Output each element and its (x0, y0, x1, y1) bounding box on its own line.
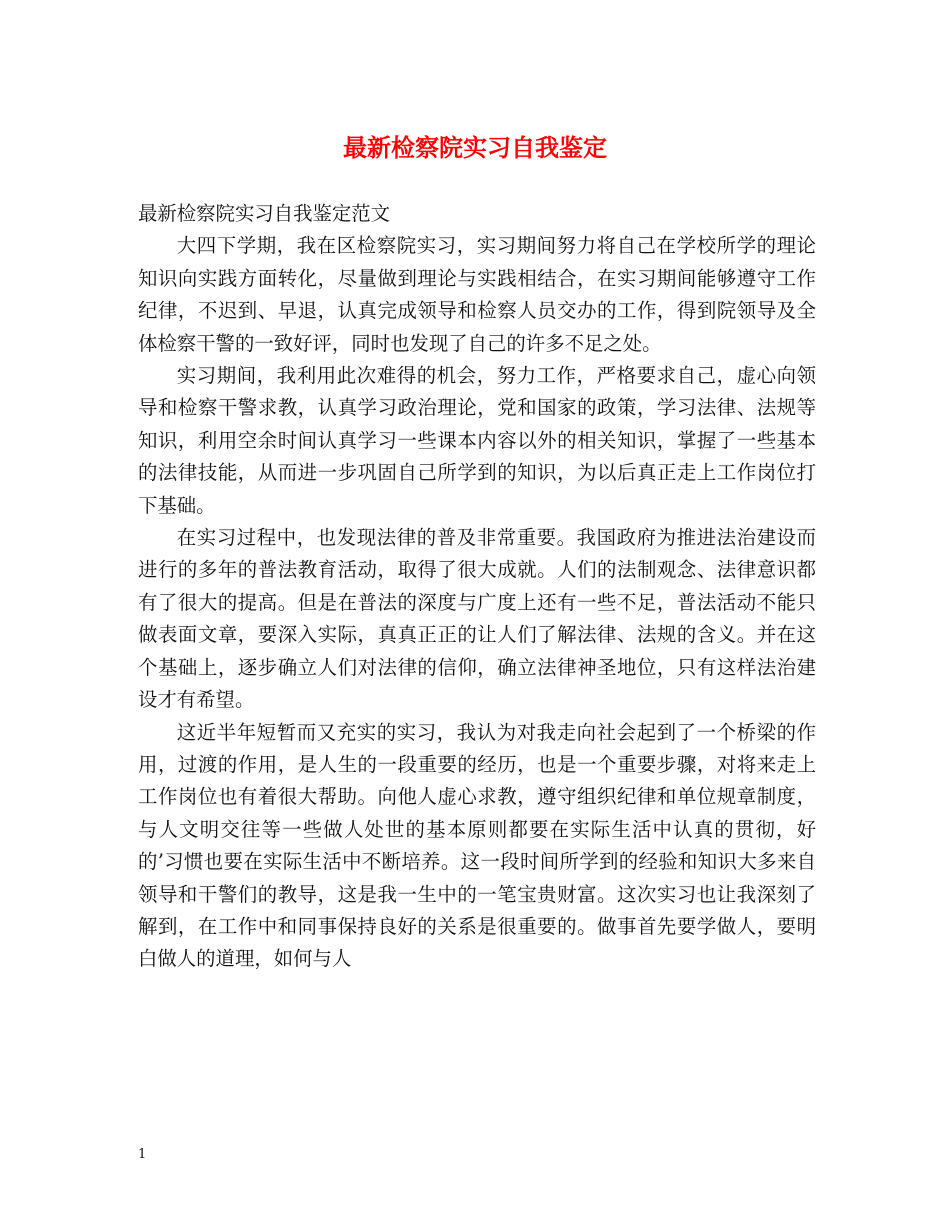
paragraph-4: 这近半年短暂而又充实的实习，我认为对我走向社会起到了一个桥梁的作用，过渡的作用，是人生的一段重要的经历，也是一个重要步骤，对将来走上工作岗位也有着很大帮助。向他人虚心求教，遵守组织纪律和单位规章制度，与人文明交往等一些做人处世的基本原则都要在实际生活中认真的贯彻，好的’习惯也要在实际生活中不断培养。这一段时间所学到的经验和知识大多来自领导和干警们的教导，这是我一生中的一笔宝贵财富。这次实习也让我深刻了解到，在工作中和同事保持良好的关系是很重要的。做事首先要学做人，要明白做人的道理，如何与人 (138, 720, 816, 971)
document-title: 最新检察院实习自我鉴定 (343, 133, 607, 162)
paragraph-3: 在实习过程中，也发现法律的普及非常重要。我国政府为推进法治建设而进行的多年的普法教育活动，取得了很大成就。人们的法制观念、法律意识都有了很大的提高。但是在普法的深度与广度上还有一些不足，普法活动不能只做表面文章，要深入实际，真真正正的让人们了解法律、法规的含义。并在这个基础上，逐步确立人们对法律的信仰，确立法律神圣地位，只有这样法治建设才有希望。 (138, 526, 816, 712)
document-subtitle: 最新检察院实习自我鉴定范文 (138, 202, 391, 225)
page-number: 1 (138, 1147, 147, 1162)
paragraph-1: 大四下学期，我在区检察院实习，实习期间努力将自己在学校所学的理论知识向实践方面转化，尽量做到理论与实践相结合，在实习期间能够遵守工作纪律，不迟到、早退，认真完成领导和检察人员交办的工作，得到院领导及全体检察干警的一致好评，同时也发现了自己的许多不足之处。 (138, 234, 816, 355)
document-body (138, 198, 816, 976)
paragraph-2: 实习期间，我利用此次难得的机会，努力工作，严格要求自己，虚心向领导和检察干警求教，认真学习政治理论，党和国家的政策，学习法律、法规等知识，利用空余时间认真学习一些课本内容以外的相关知识，掌握了一些基本的法律技能，从而进一步巩固自己所学到的知识，为以后真正走上工作岗位打下基础。 (138, 364, 816, 517)
